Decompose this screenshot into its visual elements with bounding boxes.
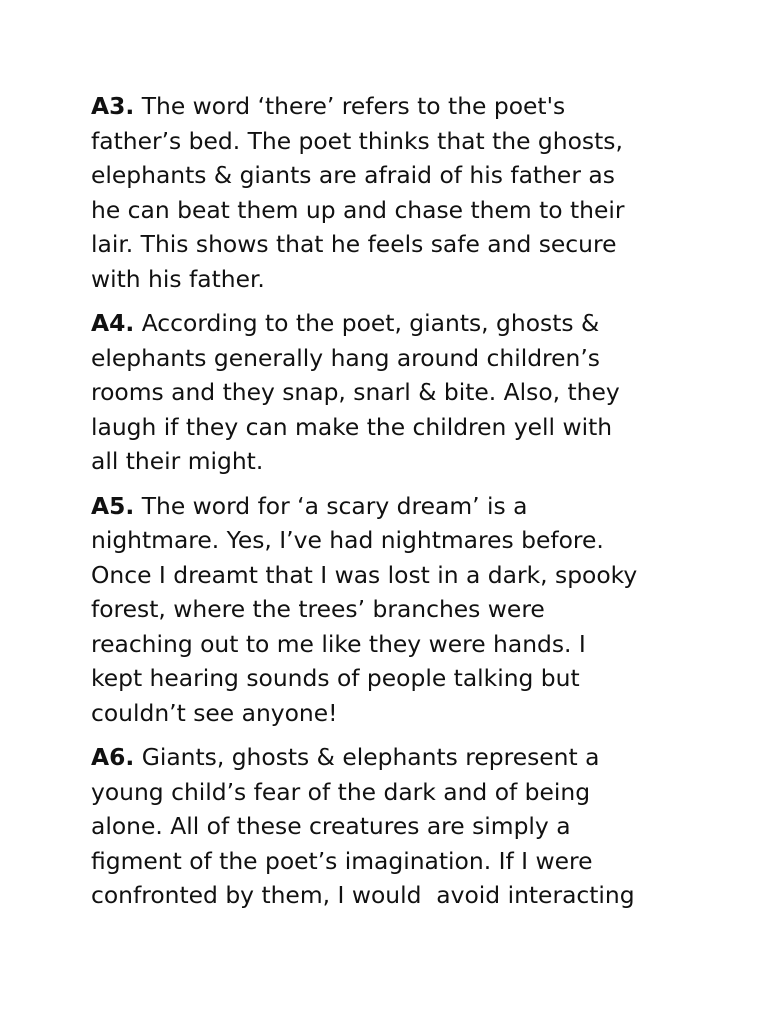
answer-line: elephants generally hang around children’s <box>91 343 600 372</box>
answer-line: he can beat them up and chase them to their <box>91 195 625 224</box>
answer-line: alone. All of these creatures are simply a <box>91 812 571 840</box>
answer-line: father’s bed. The poet thinks that the ghosts, <box>91 126 623 155</box>
answer-line: laugh if they can make the children yell with <box>91 412 613 441</box>
answer-line <box>91 306 691 341</box>
answer-label: A5. <box>91 491 135 520</box>
answer-line: forest, where the trees’ branches were <box>91 595 545 623</box>
answer-label: A4. <box>91 309 135 337</box>
answer-text: The word for ‘a scary dream’ is a <box>134 491 528 520</box>
answer-a6 <box>91 740 691 913</box>
answer-line: couldn’t see anyone! <box>91 698 338 727</box>
answer-line: rooms and they snap, snarl & bite. Also, they <box>91 378 620 406</box>
answer-line: lair. This shows that he feels safe and secure <box>91 230 617 258</box>
answer-text: The word ‘there’ refers to the poet's <box>134 92 566 120</box>
answer-text: Giants, ghosts & elephants represent a <box>134 743 600 771</box>
answer-line: nightmare. Yes, I’ve had nightmares before. <box>91 526 604 554</box>
answer-label: A3. <box>91 92 135 120</box>
answer-a4 <box>91 306 691 479</box>
answer-line <box>91 489 691 524</box>
document-page <box>91 89 691 923</box>
answer-line: kept hearing sounds of people talking but <box>91 664 580 692</box>
answer-line <box>91 740 691 775</box>
answer-line: young child’s fear of the dark and of being <box>91 777 591 806</box>
answer-text: According to the poet, giants, ghosts & <box>134 309 600 337</box>
answer-line: with his father. <box>91 264 265 293</box>
answer-line: elephants & giants are afraid of his father as <box>91 161 615 189</box>
answer-a5 <box>91 489 691 731</box>
answer-line: Once I dreamt that I was lost in a dark, spooky <box>91 560 638 589</box>
answer-line <box>91 89 691 124</box>
answer-line: figment of the poet’s imagination. If I were <box>91 846 593 875</box>
answer-line: reaching out to me like they were hands. I <box>91 629 586 658</box>
answer-line: all their might. <box>91 447 264 475</box>
answer-a3 <box>91 89 691 296</box>
answer-label: A6. <box>91 743 135 771</box>
answer-line: confronted by them, I would avoid interacting <box>91 881 635 909</box>
